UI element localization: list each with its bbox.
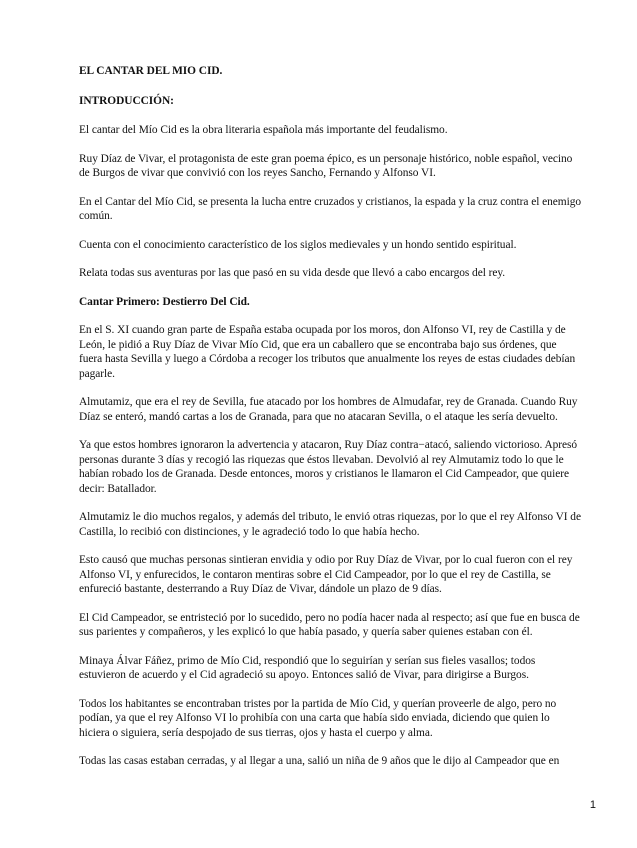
paragraph: Cuenta con el conocimiento característico de los siglos medievales y un hondo sentido espiritual. (79, 238, 517, 251)
paragraph: El Cid Campeador, se entristeció por lo sucedido, pero no podía hacer nada al respecto; así que fue en busca de sus parientes y compañeros, y les explicó lo que había pasado, y quería saber quienes estaban con él. (79, 611, 580, 638)
paragraph: Almutamiz le dio muchos regalos, y además del tributo, le envió otras riquezas, por lo que el rey Alfonso VI de Castilla, lo recibió con distinciones, y le agradeció todo lo que había hecho. (79, 511, 581, 538)
section-heading: Cantar Primero: Destierro Del Cid. (79, 295, 250, 308)
document-title: EL CANTAR DEL MIO CID. (79, 65, 223, 77)
paragraph: Relata todas sus aventuras por las que pasó en su vida desde que llevó a cabo encargos del rey. (79, 267, 506, 279)
page-number: 1 (589, 799, 596, 811)
paragraph: Minaya Álvar Fáñez, primo de Mío Cid, respondió que lo seguirían y serían sus fieles vasallos; todos estuvieron de acuerdo y el Cid agradeció su apoyo. Entonces salió de Vivar, para dirigirse a Burgos. (79, 654, 536, 681)
intro-heading: INTRODUCCIÓN: (79, 94, 174, 107)
paragraph: Almutamiz, que era el rey de Sevilla, fue atacado por los hombres de Almudafar, rey de Granada. Cuando Ruy Díaz se enteró, mandó cartas a los de Granada, para que no atacaran Sevilla, o el ataque les sería devuelto. (79, 396, 578, 423)
paragraph: Ruy Díaz de Vivar, el protagonista de este gran poema épico, es un personaje histórico, noble español, vecino de Burgos de vivar que convivió con los reyes Sancho, Fernando y Alfonso VI. (79, 152, 573, 179)
document-body (79, 64, 581, 783)
paragraph: Ya que estos hombres ignoraron la advertencia y atacaron, Ruy Díaz contra−atacó, saliendo victorioso. Apresó personas durante 3 días y recogió las riquezas que éstos llevaban. Devolvió al rey Almutamiz todo lo que le habían robado los de Granada. Desde entonces, moros y cristianos le llamaron el Cid Campeador, que quiere decir: Batallador. (79, 439, 578, 495)
paragraph: Esto causó que muchas personas sintieran envidia y odio por Ruy Díaz de Vivar, por lo cual fueron con el rey Alfonso VI, y enfurecidos, le contaron mentiras sobre el Cid Campeador, por lo que el rey de Castilla, se enfureció bastante, desterrando a Ruy Díaz de Vivar, dándole un plazo de 9 días. (79, 554, 573, 595)
paragraph: En el Cantar del Mío Cid, se presenta la lucha entre cruzados y cristianos, la espada y la cruz contra el enemigo común. (79, 195, 581, 222)
paragraph: Todos los habitantes se encontraban tristes por la partida de Mío Cid, y querían proveerle de algo, pero no podían, ya que el rey Alfonso VI lo prohibía con una carta que había sido enviada, diciendo que quien lo hiciera o siguiera, sería despojado de sus tierras, ojos y hasta el cuerpo y alma. (79, 697, 557, 739)
paragraph: El cantar del Mío Cid es la obra literaria española más importante del feudalismo. (79, 124, 448, 136)
paragraph: En el S. XI cuando gran parte de España estaba ocupada por los moros, don Alfonso VI, rey de Castilla y de León, le pidió a Ruy Díaz de Vivar Mío Cid, que era un caballero que se encontraba bajo sus órdenes, que fuera hasta Sevilla y luego a Córdoba a recoger los tributos que anualmente los reyes de estas ciudades debían pagarle. (79, 324, 576, 380)
paragraph: Todas las casas estaban cerradas, y al llegar a una, salió un niña de 9 años que le dijo al Campeador que en (79, 755, 560, 767)
